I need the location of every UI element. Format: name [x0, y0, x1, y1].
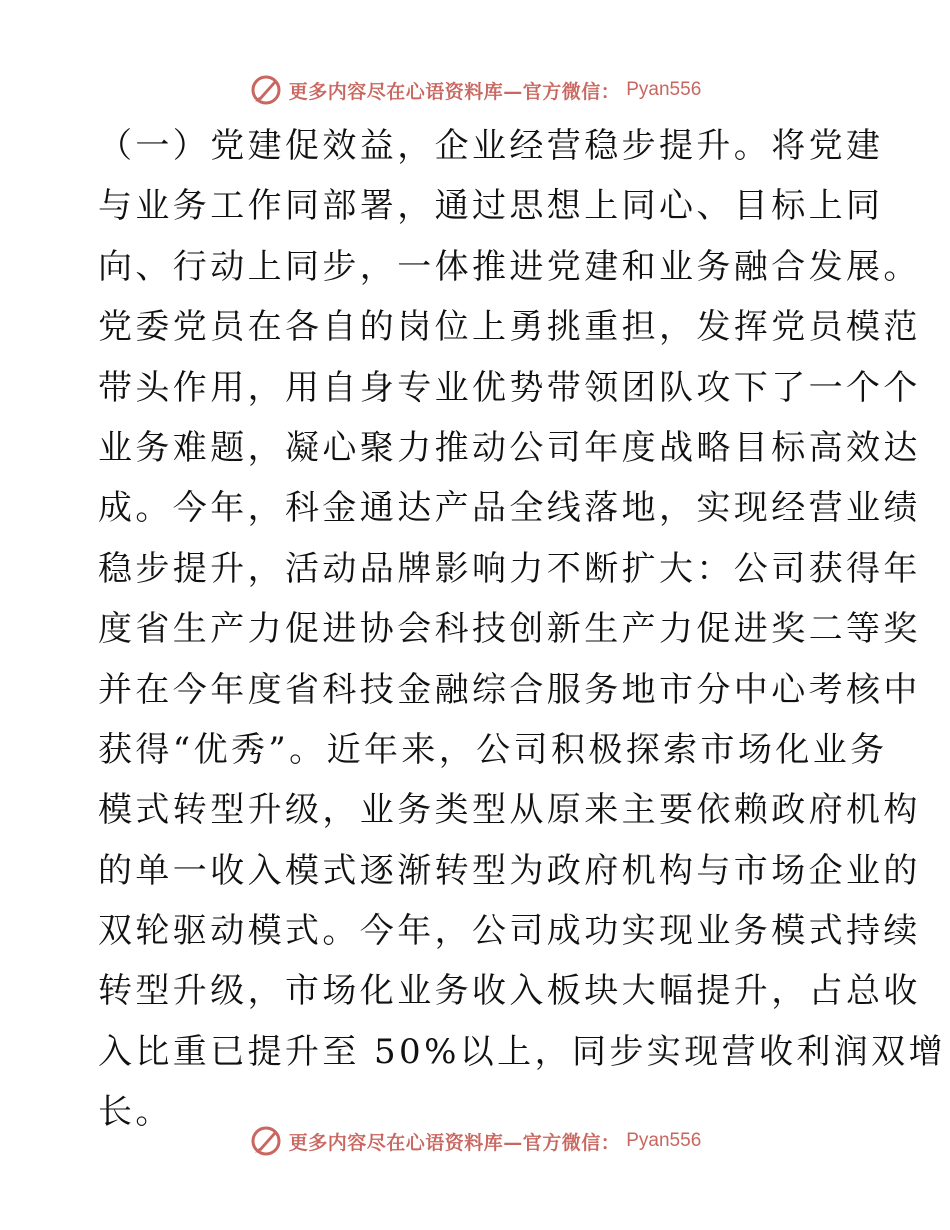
text-line: 双轮驱动模式。今年，公司成功实现业务模式持续 [98, 911, 921, 952]
text-line: 业务难题，凝心聚力推动公司年度战略目标高效达 [98, 427, 921, 468]
text-line: 入比重已提升至 50%以上，同步实现营收利润双增 [98, 1031, 946, 1072]
text-line: 向、行动上同步，一体推进党建和业务融合发展。 [98, 246, 921, 287]
text-line: 获得“优秀”。近年来，公司积极探索市场化业务 [98, 729, 888, 770]
quill-pen-icon [249, 73, 283, 107]
text-line: 长。 [98, 1092, 173, 1133]
text-line: 稳步提升，活动品牌影响力不断扩大：公司获得年 [98, 548, 921, 589]
document-body [98, 116, 946, 1143]
text-line: 模式转型升级，业务类型从原来主要依赖政府机构 [98, 790, 921, 831]
banner-text: 更多内容尽在心语资料库—官方微信： [288, 80, 621, 103]
footer-banner [0, 1121, 950, 1161]
text-line: 度省生产力促进协会科技创新生产力促进奖二等奖 [98, 609, 921, 650]
text-line: 并在今年度省科技金融综合服务地市分中心考核中 [98, 669, 921, 710]
text-line: 带头作用，用自身专业优势带领团队攻下了一个个 [98, 367, 921, 408]
wechat-id: Pyan556 [626, 1130, 702, 1151]
text-line: 的单一收入模式逐渐转型为政府机构与市场企业的 [98, 850, 921, 891]
text-line: 成。今年，科金通达产品全线落地，实现经营业绩 [98, 488, 921, 529]
banner-text: 更多内容尽在心语资料库—官方微信： [288, 1131, 621, 1154]
text-line: 与业务工作同部署，通过思想上同心、目标上同 [98, 186, 884, 227]
text-line: （一）党建促效益，企业经营稳步提升。将党建 [98, 126, 884, 166]
wechat-id: Pyan556 [626, 79, 702, 100]
text-line: 党委党员在各自的岗位上勇挑重担，发挥党员模范 [98, 307, 921, 348]
text-line: 转型升级，市场化业务收入板块大幅提升，占总收 [98, 971, 921, 1012]
header-banner [0, 70, 950, 110]
quill-pen-icon [249, 1124, 283, 1158]
